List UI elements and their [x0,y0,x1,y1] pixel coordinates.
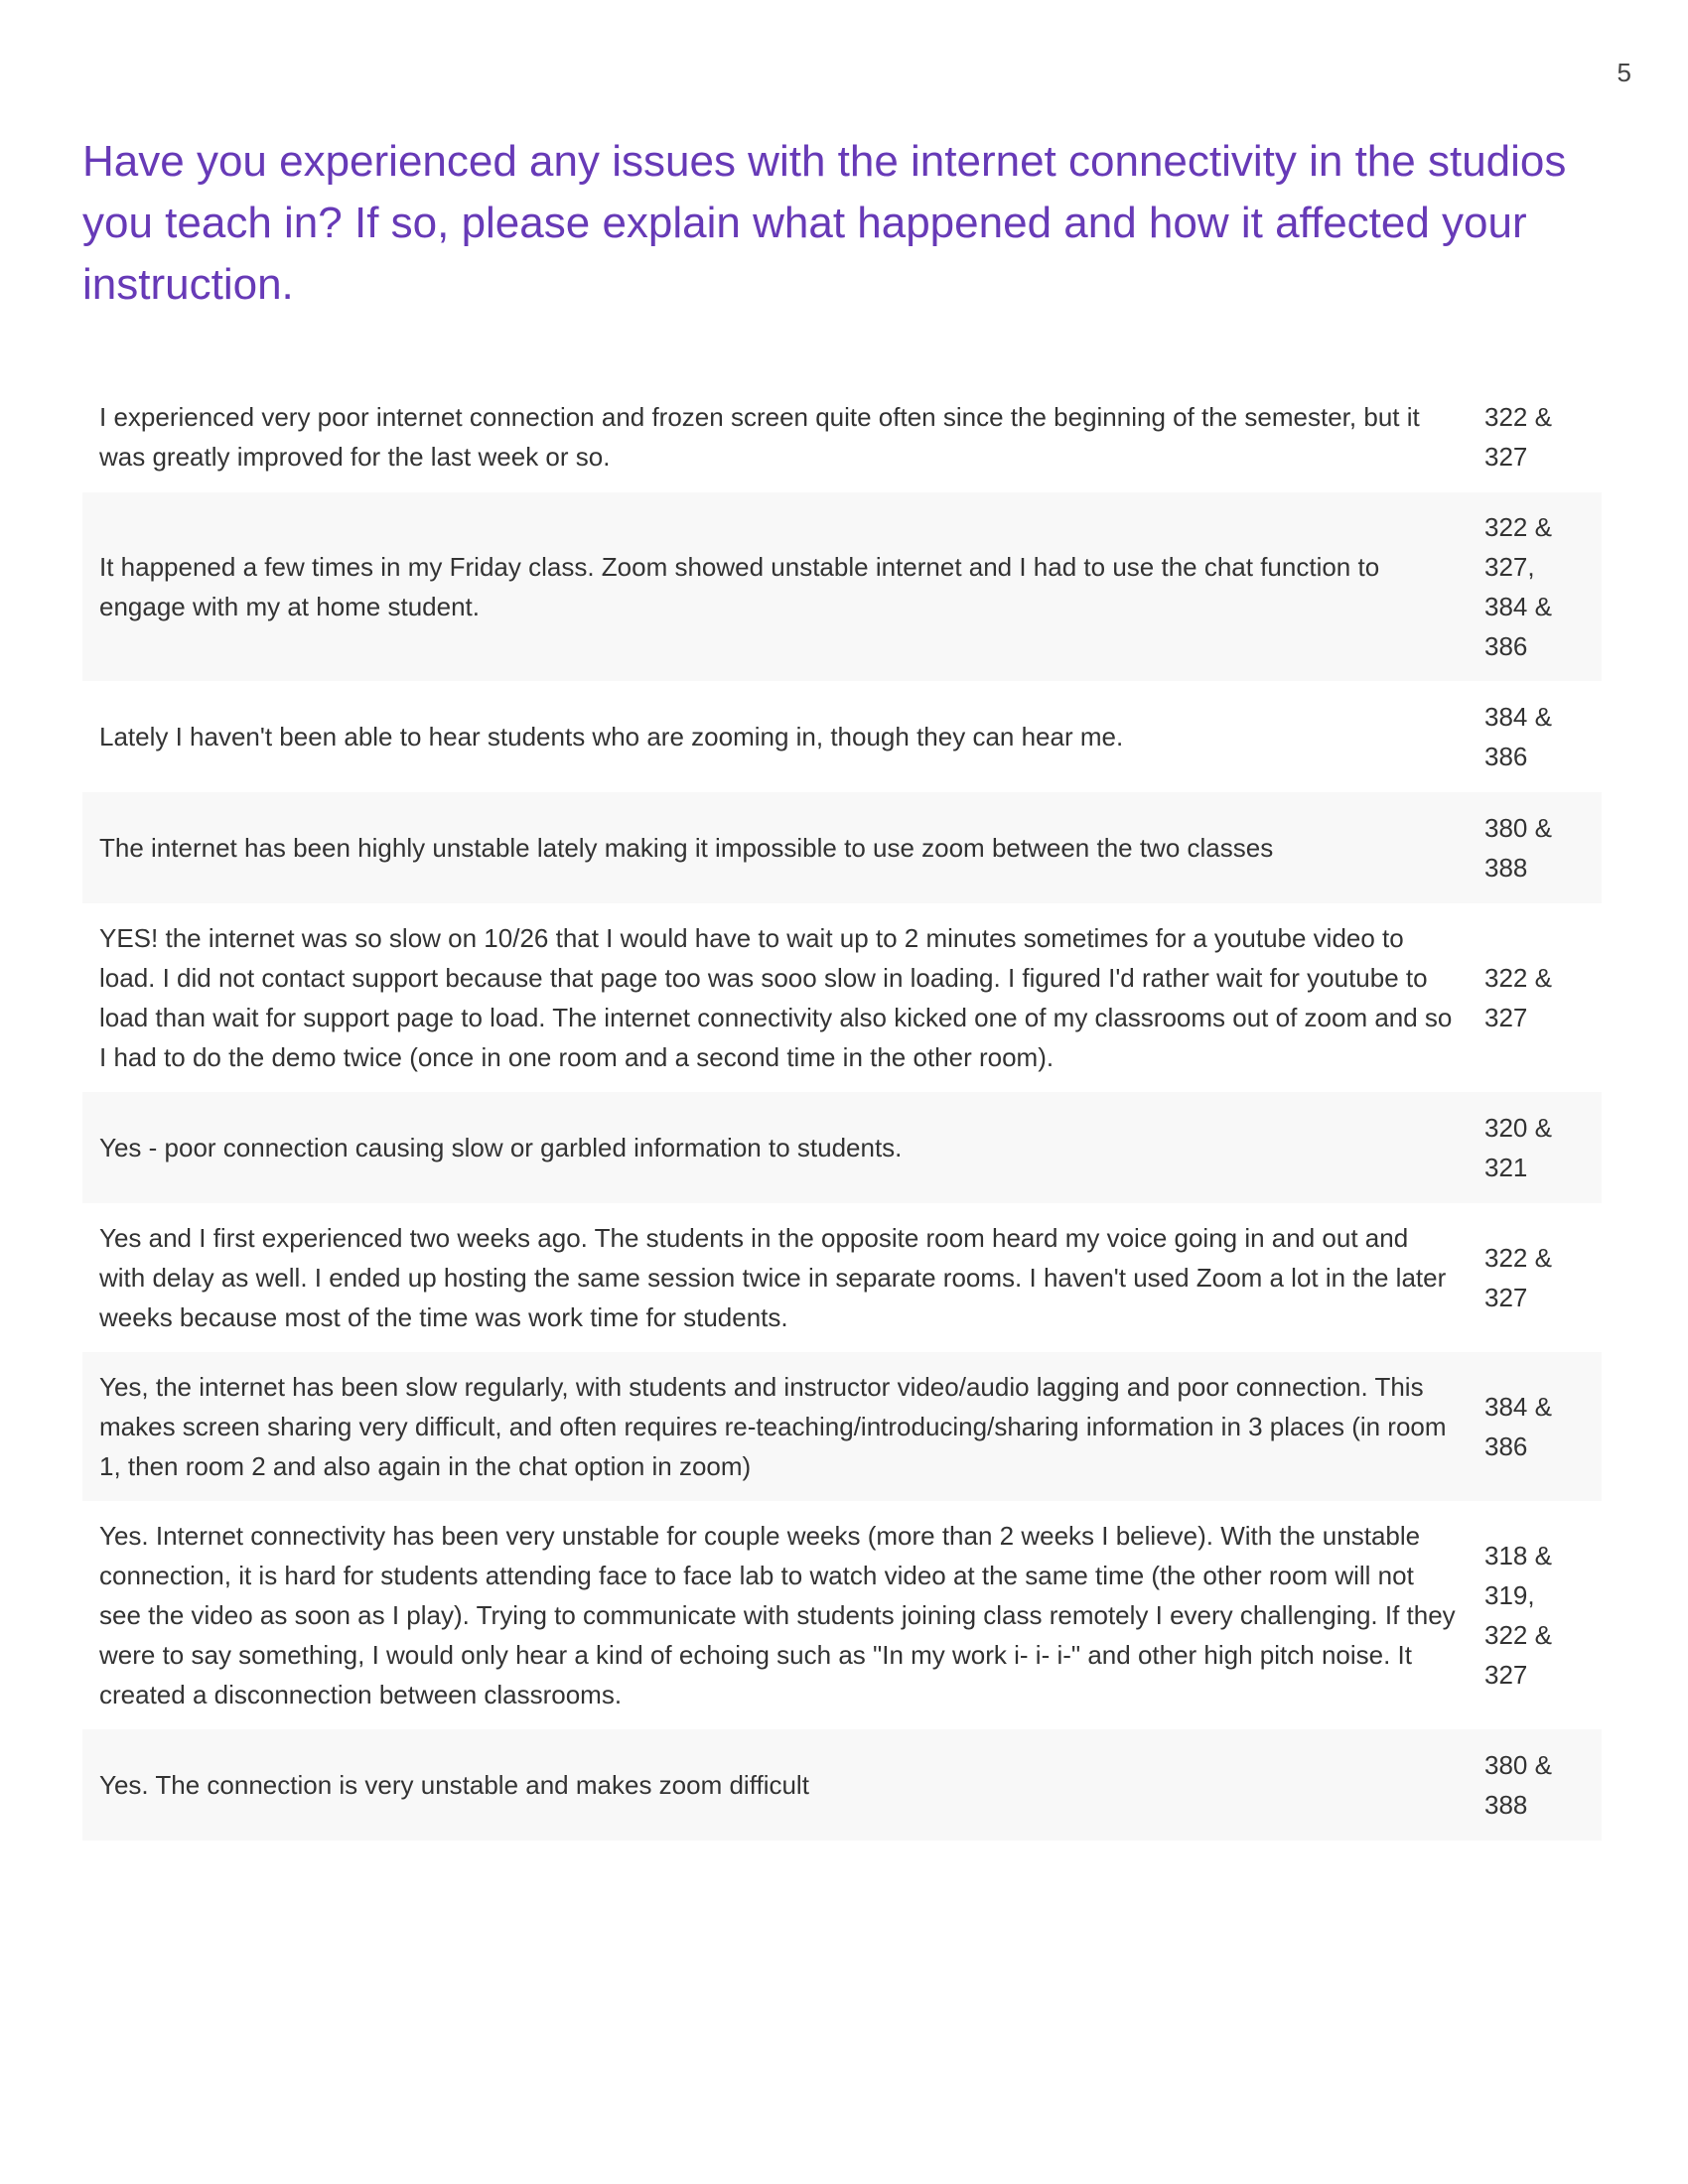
room-number: 322 & 327 [1484,402,1552,472]
response-text: The internet has been highly unstable lately making it impossible to use zoom between the two classes [99,833,1274,863]
page-number: 5 [1617,58,1631,87]
response-row [82,381,1602,492]
response-text: Yes - poor connection causing slow or garbled information to students. [99,1133,903,1162]
response-text: Lately I haven't been able to hear students who are zooming in, though they can hear me. [99,722,1124,751]
response-text: Yes. The connection is very unstable and makes zoom difficult [99,1770,809,1800]
response-row [82,1092,1602,1203]
room-number: 322 & 327, 384 & 386 [1484,512,1552,661]
room-number: 380 & 388 [1484,813,1552,883]
room-number: 322 & 327 [1484,963,1552,1032]
response-text: YES! the internet was so slow on 10/26 that I would have to wait up to 2 minutes sometimes for a youtube video to load. I did not contact support because that page too was sooo slow in loading. I figured I'd rather wait for youtube to load than wait for support page to load. The internet connectivity also kicked one of my classrooms out of zoom and so I had to do the demo twice (once in one room and a second time in the other room). [99,923,1453,1072]
response-text: I experienced very poor internet connection and frozen screen quite often since the beginning of the semester, but it was greatly improved for the last week or so. [99,402,1420,472]
room-number: 318 & 319, 322 & 327 [1484,1541,1552,1690]
response-row [82,1203,1602,1352]
response-row [82,1352,1602,1501]
room-number: 384 & 386 [1484,702,1552,771]
room-number: 322 & 327 [1484,1243,1552,1312]
response-text: Yes, the internet has been slow regularly, with students and instructor video/audio lagging and poor connection. This makes screen sharing very difficult, and often requires re-teaching/introducing/sharing information in 3 places (in room 1, then room 2 and also again in the chat option in zoom) [99,1372,1447,1481]
responses-table [82,381,1602,1841]
response-row [82,903,1602,1092]
response-row [82,492,1602,681]
response-text: It happened a few times in my Friday class. Zoom showed unstable internet and I had to use the chat function to engage with my at home student. [99,552,1380,621]
room-number: 320 & 321 [1484,1113,1552,1182]
response-text: Yes. Internet connectivity has been very unstable for couple weeks (more than 2 weeks I believe). With the unstable connection, it is hard for students attending face to face lab to watch video at the same time (the other room will not see the video as soon as I play). Trying to communicate with students joining class remotely I every challenging. If they were to say something, I would only hear a kind of echoing such as "In my work i- i- i-" and other high pitch noise. It created a disconnection between classrooms. [99,1521,1456,1709]
response-row [82,681,1602,792]
question-title: Have you experienced any issues with the internet connectivity in the studios you teach in? If so, please explain what happened and how it affected your instruction. [82,137,1567,309]
response-text: Yes and I first experienced two weeks ago. The students in the opposite room heard my voice going in and out and with delay as well. I ended up hosting the same session twice in separate rooms. I haven't used Zoom a lot in the later weeks because most of the time was work time for students. [99,1223,1447,1332]
room-number: 380 & 388 [1484,1750,1552,1820]
response-row [82,1729,1602,1841]
response-row [82,792,1602,903]
room-number: 384 & 386 [1484,1392,1552,1461]
response-row [82,1501,1602,1729]
